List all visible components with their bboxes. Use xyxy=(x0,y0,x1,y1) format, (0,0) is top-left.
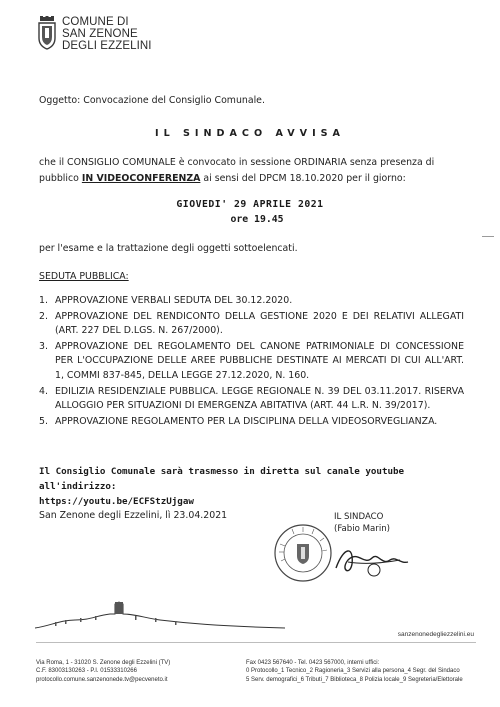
youtube-link[interactable]: https://youtu.be/ECFStzUjgaw xyxy=(39,496,194,507)
footer-phone: Fax 0423 567640 - Tel. 0423 567000, interni uffici: xyxy=(246,660,380,666)
handwritten-signature-icon xyxy=(330,540,450,580)
agenda-item xyxy=(39,294,464,309)
municipality-line-1: COMUNE DI xyxy=(62,16,129,28)
agenda-item-number: 3. xyxy=(39,340,48,352)
municipality-line-2: SAN ZENONE xyxy=(62,28,138,40)
agenda-item xyxy=(39,310,464,339)
website-address[interactable]: sanzenonedegliezzelini.eu xyxy=(397,631,474,638)
subject-line: Oggetto: Convocazione del Consiglio Comunale. xyxy=(39,95,265,106)
footer-contacts xyxy=(36,659,170,684)
mayor-name: (Fabio Marin) xyxy=(334,524,391,534)
footer-offices xyxy=(246,659,463,684)
agenda-item-text: EDILIZIA RESIDENZIALE PUBBLICA. LEGGE REGIONALE N. 39 DEL 03.11.2017. RISERVA ALLOGGIO PER SITUAZIONI DI EMERGENZA ABITATIVA (ART. 44 L.R. N. 39/2017). xyxy=(55,385,464,412)
margin-mark xyxy=(482,236,494,237)
intro-text-1: che il CONSIGLIO COMUNALE è convocato in sessione ORDINARIA senza presenza di pubblico xyxy=(39,157,435,184)
agenda-item xyxy=(39,415,464,430)
meeting-time: ore 19.45 xyxy=(230,214,284,225)
footer-divider xyxy=(36,642,476,643)
intro-paragraph xyxy=(39,155,464,186)
mayor-title: IL SINDACO xyxy=(334,512,384,522)
official-stamp-icon xyxy=(272,522,334,584)
hillside-skyline-icon xyxy=(35,598,285,632)
footer-offices-line-1: 0 Protocollo_1 Tecnico_2 Ragioneria_3 Servizi alla persona_4 Segr. del Sindaco xyxy=(246,668,460,675)
agenda-item xyxy=(39,340,464,384)
agenda-item-text: APPROVAZIONE VERBALI SEDUTA DEL 30.12.2020. xyxy=(55,295,293,306)
agenda-intro: per l'esame e la trattazione degli oggetti sottoelencati. xyxy=(39,243,298,254)
agenda-item-number: 5. xyxy=(39,415,48,427)
agenda-item-text: APPROVAZIONE DEL REGOLAMENTO DEL CANONE PATRIMONIALE DI CONCESSIONE PER L'OCCUPAZIONE DELLE AREE PUBBLICHE DESTINATE AI MERCATI DI CUI ALL'ART. 1, COMMI 837-845, DELLA LEGGE 27.12.2020, N. 160. xyxy=(55,340,464,381)
municipal-crest-icon xyxy=(37,16,57,50)
meeting-date: GIOVEDI' 29 APRILE 2021 xyxy=(176,199,324,210)
agenda-item-number: 1. xyxy=(39,295,48,306)
footer-tax-codes: C.F. 83003130263 - P.I. 01533310266 xyxy=(36,668,137,675)
footer-offices-line-2: 5 Serv. demografici_6 Tributi_7 Biblioteca_8 Polizia locale_9 Segreteria/Elettorale xyxy=(246,676,463,683)
streaming-text: Il Consiglio Comunale sarà trasmesso in diretta sul canale youtube all'indirizzo: xyxy=(39,466,405,492)
agenda-item-text: APPROVAZIONE DEL RENDICONTO DELLA GESTIONE 2020 E DEI RELATIVI ALLEGATI (ART. 227 DEL D.LGS. N. 267/2000). xyxy=(55,310,464,337)
streaming-notice xyxy=(39,464,469,509)
agenda-item xyxy=(39,385,464,414)
public-session-heading: SEDUTA PUBBLICA: xyxy=(39,271,129,282)
notice-title: IL SINDACO AVVISA xyxy=(155,128,345,139)
footer-address: Via Roma, 1 - 31020 S. Zenone degli Ezzelini (TV) xyxy=(36,660,171,666)
municipality-line-3: DEGLI EZZELINI xyxy=(62,40,152,52)
agenda-item-number: 2. xyxy=(39,310,48,322)
videoconference-highlight: IN VIDEOCONFERENZA xyxy=(81,172,201,184)
place-and-date: San Zenone degli Ezzelini, lì 23.04.2021 xyxy=(39,510,228,521)
municipality-name xyxy=(62,16,152,52)
intro-text-2: ai sensi del DPCM 18.10.2020 per il giorno: xyxy=(200,172,406,184)
agenda-item-text: APPROVAZIONE REGOLAMENTO PER LA DISCIPLINA DELLA VIDEOSORVEGLIANZA. xyxy=(55,415,438,427)
footer-pec: protocollo.comune.sanzenonede.tv@pecveneto.it xyxy=(36,676,168,683)
agenda-list xyxy=(39,294,464,430)
agenda-item-number: 4. xyxy=(39,385,48,397)
